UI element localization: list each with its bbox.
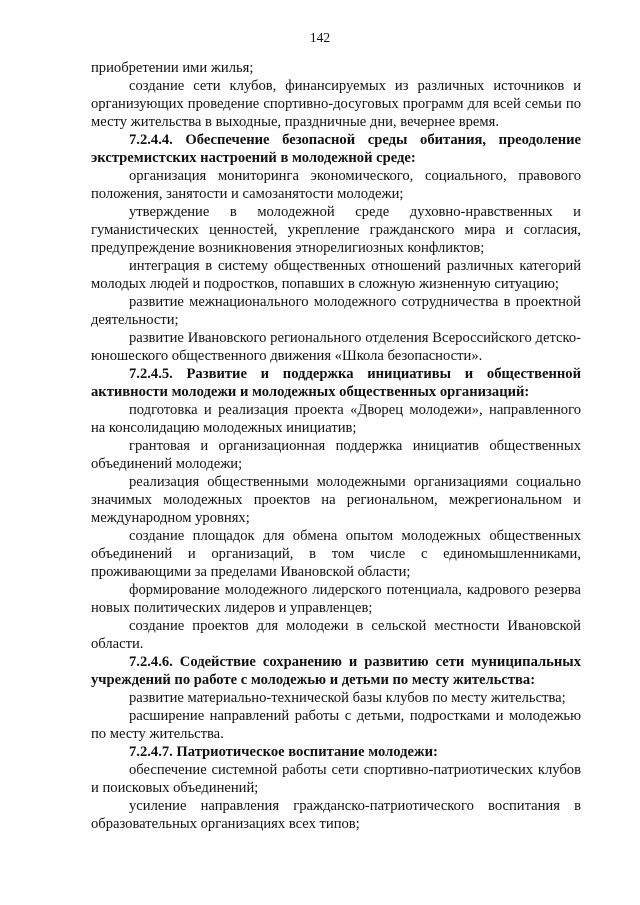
paragraph: интеграция в систему общественных отношений различных категорий молодых людей и подростков, попавших в сложную жизненную ситуацию; <box>91 258 581 292</box>
paragraph: приобретении ими жилья; <box>91 60 254 76</box>
paragraph: реализация общественными молодежными организациями социально значимых молодежных проектов на региональном, межрегиональном и международном уровнях; <box>91 474 581 526</box>
paragraph: создание проектов для молодежи в сельской местности Ивановской области. <box>91 618 581 652</box>
paragraph: подготовка и реализация проекта «Дворец молодежи», направленного на консолидацию молодежных инициатив; <box>91 402 581 436</box>
paragraph: обеспечение системной работы сети спортивно-патриотических клубов и поисковых объединений; <box>91 762 581 796</box>
paragraph: развитие межнационального молодежного сотрудничества в проектной деятельности; <box>91 294 581 328</box>
paragraph: развитие материально-технической базы клубов по месту жительства; <box>129 690 566 706</box>
paragraph: усиление направления гражданско-патриотического воспитания в образовательных организациях всех типов; <box>91 798 581 832</box>
paragraph: грантовая и организационная поддержка инициатив общественных объединений молодежи; <box>91 438 581 472</box>
section-heading: 7.2.4.4. Обеспечение безопасной среды обитания, преодоление экстремистских настроений в молодежной среде: <box>91 132 581 166</box>
section-heading: 7.2.4.6. Содействие сохранению и развитию сети муниципальных учреждений по работе с молодежью и детьми по месту жительства: <box>91 654 581 688</box>
paragraph: организация мониторинга экономического, социального, правового положения, занятости и самозанятости молодежи; <box>91 168 581 202</box>
paragraph: расширение направлений работы с детьми, подростками и молодежью по месту жительства. <box>91 708 581 742</box>
paragraph: формирование молодежного лидерского потенциала, кадрового резерва новых политических лидеров и управленцев; <box>91 582 581 616</box>
paragraph: создание площадок для обмена опытом молодежных общественных объединений и организаций, в том числе с единомышленниками, проживающими за пределами Ивановской области; <box>91 528 581 580</box>
paragraph: развитие Ивановского регионального отделения Всероссийского детско-юношеского общественного движения «Школа безопасности». <box>91 330 581 364</box>
paragraph: создание сети клубов, финансируемых из различных источников и организующих проведение спортивно-досуговых программ для всей семьи по месту жительства в выходные, праздничные дни, вечернее время. <box>91 78 581 130</box>
section-heading: 7.2.4.7. Патриотическое воспитание молодежи: <box>129 744 438 760</box>
page-number: 142 <box>309 30 331 45</box>
document-body <box>91 59 581 833</box>
paragraph: утверждение в молодежной среде духовно-нравственных и гуманистических ценностей, укрепление гражданского мира и согласия, предупреждение возникновения этнорелигиозных конфликтов; <box>91 204 581 256</box>
section-heading: 7.2.4.5. Развитие и поддержка инициативы и общественной активности молодежи и молодежных общественных организаций: <box>91 366 581 400</box>
